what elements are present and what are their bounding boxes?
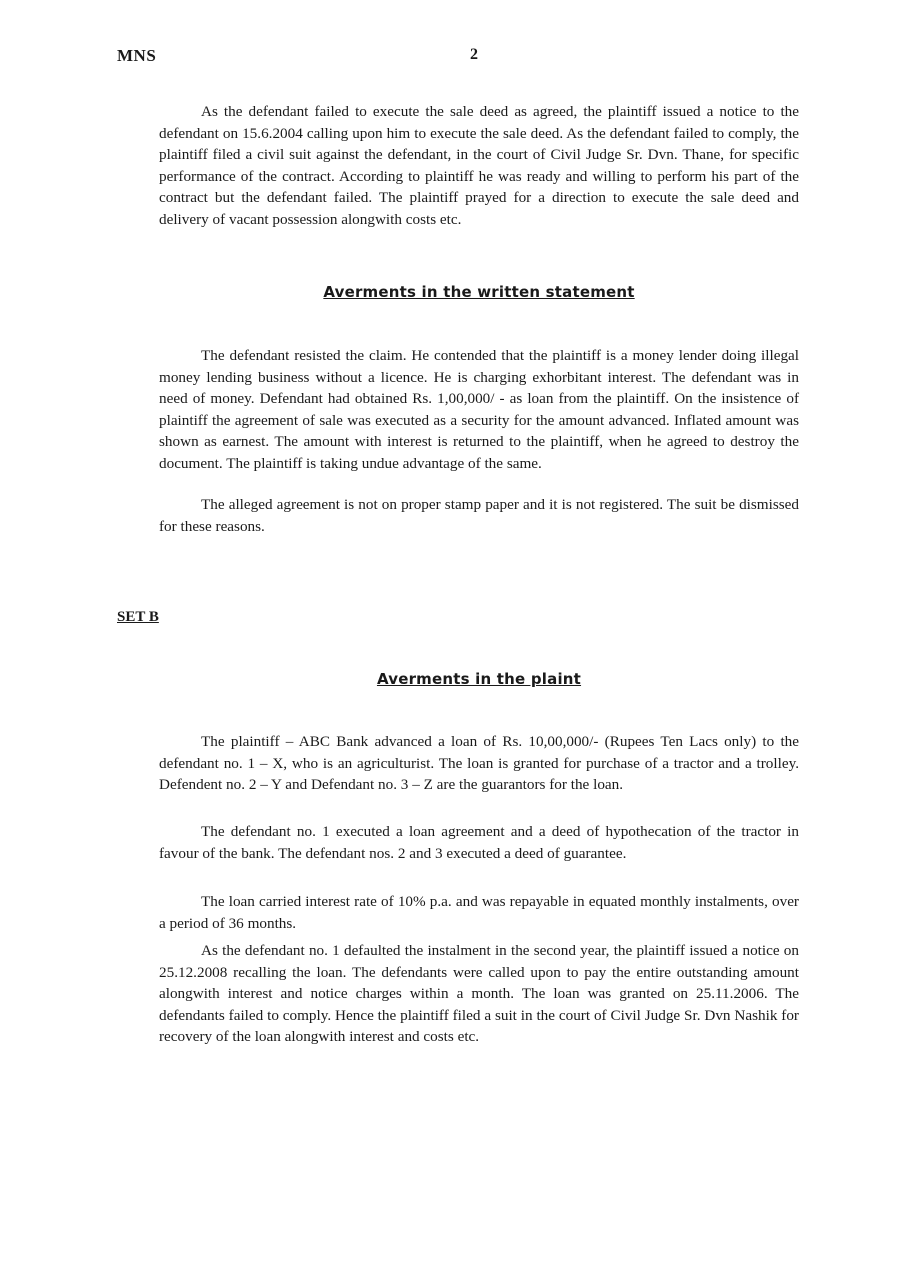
page-number: 2: [470, 46, 478, 63]
plaint-heading: Averments in the plaint: [376, 670, 582, 688]
plaint-paragraph-2: The defendant no. 1 executed a loan agreement and a deed of hypothecation of the tractor in favour of the bank. The defendant nos. 2 and 3 executed a deed of guarantee.: [159, 823, 799, 862]
header-initials: MNS: [117, 46, 157, 65]
set-b-label: SET B: [117, 609, 159, 625]
plaint-paragraph-1: The plaintiff – ABC Bank advanced a loan of Rs. 10,00,000/- (Rupees Ten Lacs only) to the defendant no. 1 – X, who is an agriculturist. The loan is granted for purchase of a tractor and a trolley. Defendent no. 2 – Y and Defendant no. 3 – Z are the guarantors for the loan.: [159, 733, 799, 793]
written-statement-paragraph-2: The alleged agreement is not on proper stamp paper and it is not registered. The suit be dismissed for these reasons.: [159, 496, 799, 535]
plaint-paragraph-3: The loan carried interest rate of 10% p.a. and was repayable in equated monthly instalments, over a period of 36 months.: [159, 893, 799, 932]
plaint-paragraph-4: As the defendant no. 1 defaulted the instalment in the second year, the plaintiff issued a notice on 25.12.2008 recalling the loan. The defendants were called upon to pay the entire outstanding amount alongwith interest and notice charges within a month. The loan was granted on 25.11.2006. The defendants failed to comply. Hence the plaintiff filed a suit in the court of Civil Judge Sr. Dvn Nashik for recovery of the loan alongwith interest and costs etc.: [159, 942, 799, 1045]
written-statement-paragraph-1: The defendant resisted the claim. He contended that the plaintiff is a money lender doing illegal money lending business without a licence. He is charging exhorbitant interest. The defendant was in need of money. Defendant had obtained Rs. 1,00,000/ - as loan from the plaintiff. On the insistence of plaintiff the agreement of sale was executed as a security for the amount advanced. Inflated amount was shown as earnest. The amount with interest is returned to the plaintiff, when he agreed to destroy the document. The plaintiff is taking undue advantage of the same.: [159, 347, 799, 472]
intro-paragraph: As the defendant failed to execute the sale deed as agreed, the plaintiff issued a notice to the defendant on 15.6.2004 calling upon him to execute the sale deed. As the defendant failed to comply, the plaintiff filed a civil suit against the defendant, in the court of Civil Judge Sr. Dvn. Thane, for specific performance of the contract. According to plaintiff he was ready and willing to perform his part of the contract but the defendant failed. The plaintiff prayed for a direction to execute the sale deed and delivery of vacant possession alongwith costs etc.: [159, 103, 799, 228]
written-statement-heading: Averments in the written statement: [323, 283, 635, 301]
